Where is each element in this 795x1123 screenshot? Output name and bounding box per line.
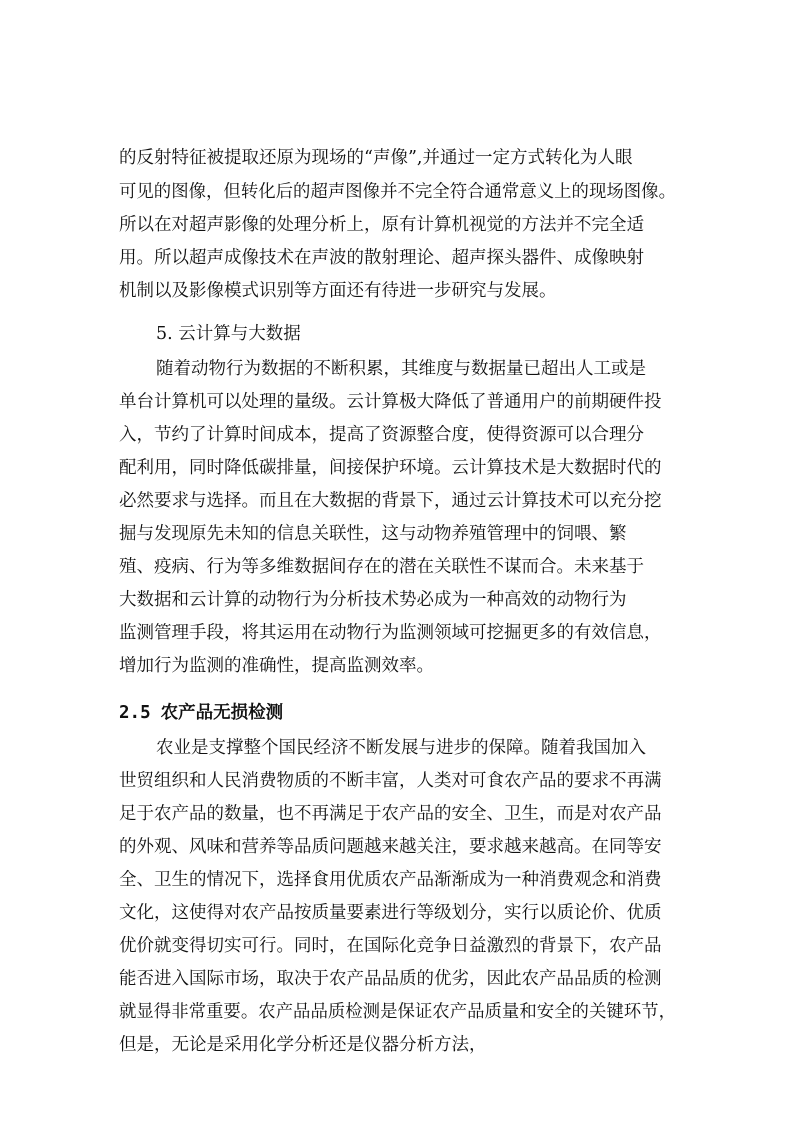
text-line: 单台计算机可以处理的量级。云计算极大降低了普通用户的前期硬件投 (119, 392, 662, 412)
text-line: 优价就变得切实可行。同时，在国际化竞争日益激烈的背景下，农产品 (119, 936, 662, 956)
text-line: 可见的图像，但转化后的超声图像并不完全符合通常意义上的现场图像。 (119, 182, 676, 202)
text-line: 世贸组织和人民消费物质的不断丰富，人类对可食农产品的要求不再满 (119, 771, 662, 791)
section-title: 农产品无损检测 (160, 703, 284, 723)
text-line: 机制以及影像模式识别等方面还有待进一步研究与发展。 (119, 281, 557, 301)
text-line: 掘与发现原先未知的信息关联性，这与动物养殖管理中的饲喂、繁 (119, 524, 627, 544)
text-line: 的反射特征被提取还原为现场的“声像”,并通过一定方式转化为人眼 (119, 148, 633, 168)
subheading-cloud-big-data: 5. 云计算与大数据 (156, 324, 301, 344)
text-line: 文化，这使得对农产品按质量要素进行等级划分，实行以质论价、优质 (119, 903, 662, 923)
text-line: 的外观、风味和营养等品质问题越来越关注，要求越来越高。在同等安 (119, 837, 662, 857)
text-line: 入，节约了计算时间成本，提高了资源整合度，使得资源可以合理分 (119, 425, 644, 445)
text-line: 配利用，同时降低碳排量，间接保护环境。云计算技术是大数据时代的 (119, 458, 662, 478)
text-line: 足于农产品的数量，也不再满足于农产品的安全、卫生，而是对农产品 (119, 804, 662, 824)
text-line: 就显得非常重要。农产品品质检测是保证农产品质量和安全的关键环节， (119, 1002, 676, 1022)
text-line: 殖、疫病、行为等多维数据间存在的潜在关联性不谋而合。未来基于 (119, 557, 644, 577)
text-line: 但是，无论是采用化学分析还是仪器分析方法， (119, 1035, 487, 1055)
text-line: 增加行为监测的准确性，提高监测效率。 (119, 656, 434, 676)
text-line: 大数据和云计算的动物行为分析技术势必成为一种高效的动物行为 (119, 590, 627, 610)
text-line: 全、卫生的情况下，选择食用优质农产品渐渐成为一种消费观念和消费 (119, 870, 662, 890)
text-line: 必然要求与选择。而且在大数据的背景下，通过云计算技术可以充分挖 (119, 491, 662, 511)
text-line: 能否进入国际市场，取决于农产品品质的优劣，因此农产品品质的检测 (119, 969, 662, 989)
section-heading (119, 701, 283, 725)
section-number: 2.5 (119, 703, 151, 723)
text-line: 用。所以超声成像技术在声波的散射理论、超声探头器件、成像映射 (119, 248, 644, 268)
text-line: 监测管理手段，将其运用在动物行为监测领域可挖掘更多的有效信息， (119, 623, 662, 643)
text-line: 随着动物行为数据的不断积累，其维度与数据量已超出人工或是 (156, 359, 646, 379)
text-line: 所以在对超声影像的处理分析上，原有计算机视觉的方法并不完全适 (119, 215, 644, 235)
text-line: 农业是支撑整个国民经济不断发展与进步的保障。随着我国加入 (156, 738, 646, 758)
